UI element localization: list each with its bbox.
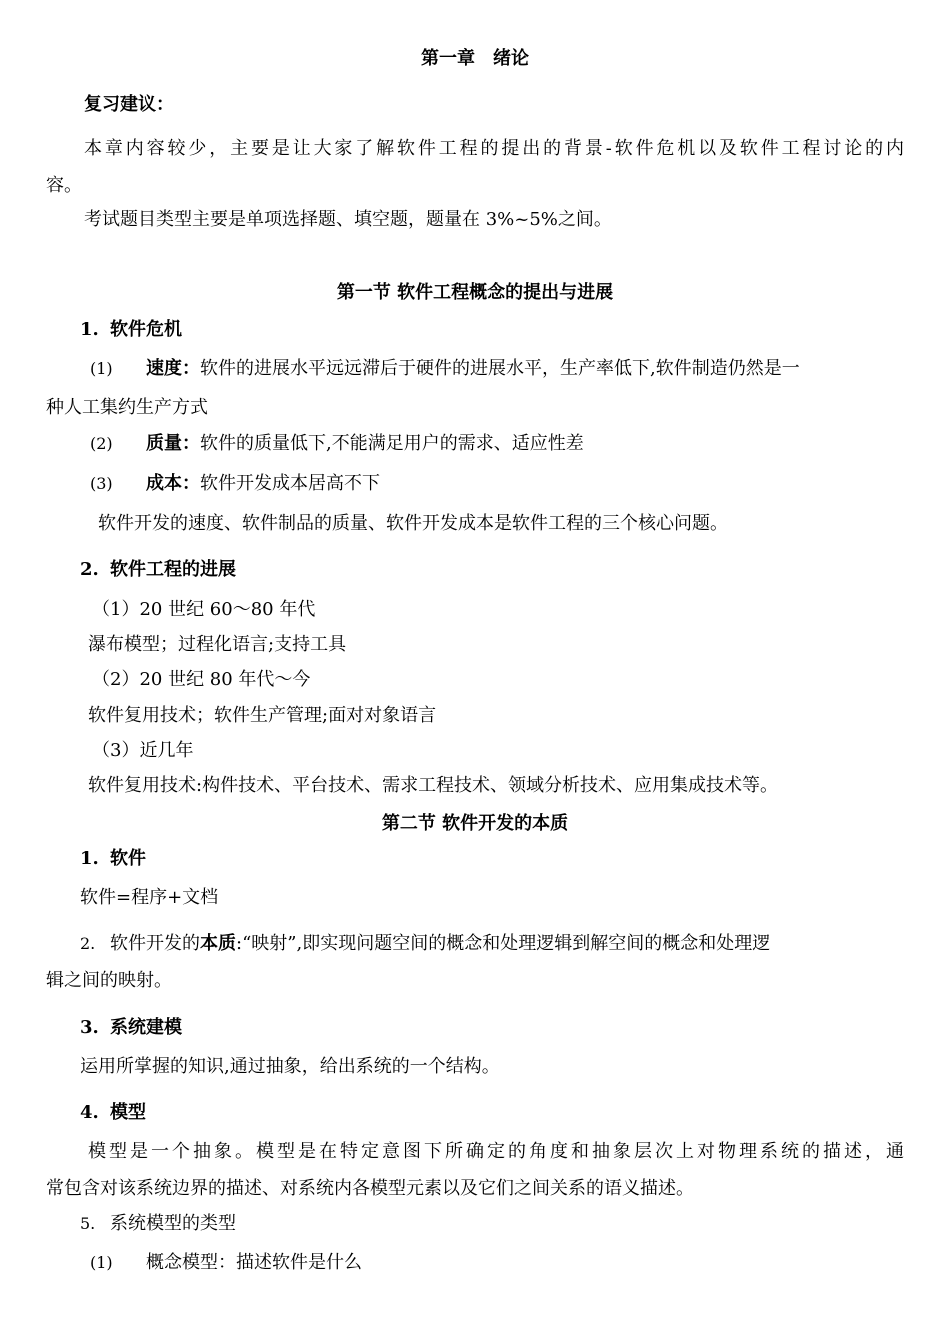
item-text: :“映射”,即实现问题空间的概念和处理逻辑到解空间的概念和处理逻 — [236, 933, 771, 954]
item-colon: ： — [182, 473, 200, 494]
item-speed — [90, 357, 904, 381]
item-number: (1) — [90, 359, 113, 378]
heading-number: 1. — [80, 319, 99, 340]
heading-number: 3. — [80, 1017, 99, 1038]
chapter-title: 第一章 绪论 — [421, 48, 529, 69]
section-2-heading-1 — [80, 847, 146, 871]
model-text-cont: 常包含对该系统边界的描述、对系统内各模型元素以及它们之间关系的语义描述。 — [46, 1178, 694, 1199]
item-speed-cont: 种人工集约生产方式 — [46, 397, 208, 418]
item-cost — [90, 472, 380, 496]
item-colon: ： — [182, 433, 200, 454]
item-text: 软件的进展水平远远滞后于硬件的进展水平，生产率低下,软件制造仍然是一 — [200, 358, 800, 379]
item-number: (3) — [90, 474, 113, 493]
period-1-text: 瀑布模型；过程化语言;支持工具 — [88, 634, 347, 655]
period-3-label: （3）近几年 — [92, 740, 194, 761]
heading-text: 软件危机 — [110, 319, 182, 340]
section-2-title: 第二节 软件开发的本质 — [381, 813, 569, 834]
item-term: 速度 — [146, 358, 182, 379]
system-modeling-text: 运用所掌握的知识,通过抽象，给出系统的一个结构。 — [80, 1056, 500, 1077]
software-definition: 软件=程序+文档 — [80, 887, 219, 908]
model-text: 模型是一个抽象。模型是在特定意图下所确定的角度和抽象层次上对物理系统的描述，通 — [88, 1141, 904, 1162]
section-1-summary: 软件开发的速度、软件制品的质量、软件开发成本是软件工程的三个核心问题。 — [98, 513, 728, 534]
section-2-heading-3 — [80, 1016, 182, 1040]
heading-number: 4. — [80, 1102, 99, 1123]
item-text: 概念模型：描述软件是什么 — [146, 1252, 362, 1273]
item-prefix: 软件开发的 — [110, 933, 200, 954]
section-2-heading-4 — [80, 1101, 146, 1125]
item-text: 软件的质量低下,不能满足用户的需求、适应性差 — [200, 433, 584, 454]
item-term: 成本 — [146, 473, 182, 494]
item-essence-cont: 辑之间的映射。 — [46, 970, 172, 991]
period-1-label: （1）20 世纪 60～80 年代 — [92, 599, 316, 620]
item-number: (2) — [90, 434, 113, 453]
item-colon: ： — [182, 358, 200, 379]
period-2-label: （2）20 世纪 80 年代～今 — [92, 669, 311, 690]
item-number: 2. — [80, 934, 96, 953]
period-3-text: 软件复用技术:构件技术、平台技术、需求工程技术、领域分析技术、应用集成技术等。 — [88, 775, 779, 796]
item-text: 软件开发成本居高不下 — [200, 473, 380, 494]
review-heading: 复习建议： — [84, 94, 174, 115]
heading-text: 软件工程的进展 — [110, 559, 236, 580]
section-1-title: 第一节 软件工程概念的提出与进展 — [336, 282, 614, 303]
period-2-text: 软件复用技术；软件生产管理;面对对象语言 — [88, 705, 437, 726]
heading-text: 模型 — [110, 1102, 146, 1123]
section-1-heading-2 — [80, 558, 236, 582]
section-2-item-5 — [80, 1212, 236, 1236]
review-paragraph-1: 本章内容较少，主要是让大家了解软件工程的提出的背景-软件危机以及软件工程讨论的内 — [84, 138, 904, 159]
section-1-heading-1 — [80, 318, 182, 342]
review-paragraph-1-cont: 容。 — [46, 175, 82, 196]
heading-number: 1. — [80, 848, 99, 869]
item-term: 质量 — [146, 433, 182, 454]
model-type-1 — [90, 1251, 362, 1275]
item-quality — [90, 432, 584, 456]
review-paragraph-2: 考试题目类型主要是单项选择题、填空题，题量在 3%~5%之间。 — [84, 209, 612, 230]
item-text: 系统模型的类型 — [110, 1213, 236, 1234]
heading-text: 系统建模 — [110, 1017, 182, 1038]
item-term: 本质 — [200, 933, 236, 954]
heading-number: 2. — [80, 559, 99, 580]
item-essence — [80, 932, 904, 956]
item-number: (1) — [90, 1253, 113, 1272]
heading-text: 软件 — [110, 848, 146, 869]
item-number: 5. — [80, 1214, 96, 1233]
